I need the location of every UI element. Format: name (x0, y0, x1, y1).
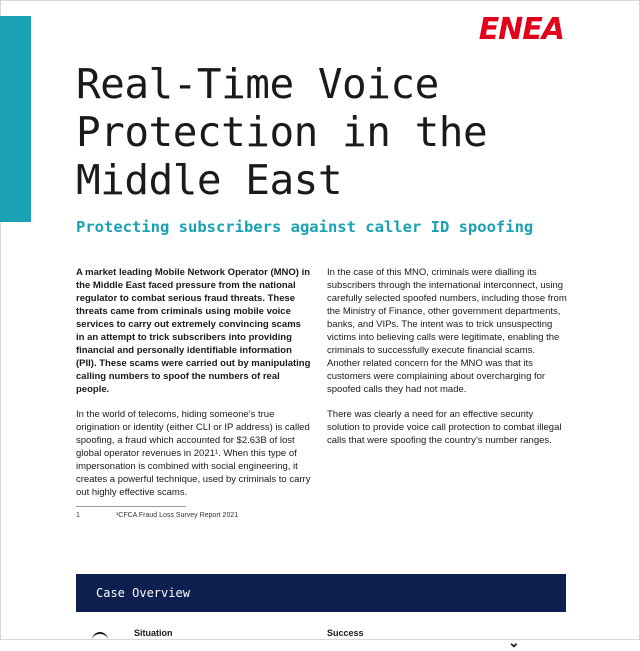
footnote-number: 1 (76, 512, 80, 519)
case-overview-banner (76, 574, 566, 612)
footnote-divider (76, 506, 186, 507)
body-paragraph: In the case of this MNO, criminals were dialling its subscribers through the international interconnect, using carefully selected spoofed numbers, including those from the Ministry of Finance, other government departments, banks, and VIPs. The intent was to trick unsuspecting victims into believing calls were legitimate, enabling the criminals to successfully execute financial scams. Another related concern for the MNO was that its customers were complaining about overcharging for spoofed calls they had not made. (327, 267, 567, 395)
accent-bar (0, 16, 31, 222)
situation-icon (92, 632, 108, 644)
body-column-right (327, 266, 567, 459)
footnote (76, 512, 238, 519)
body-column-left (76, 266, 311, 511)
body-paragraph: A market leading Mobile Network Operator (MNO) in the Middle East faced pressure from the national regulator to combat serious fraud threats. These threats came from criminals using mobile voice services to carry out extremely convincing scams in an attempt to trick subscribers into providing financial and personally identifiable information (PII). These scams were carried out by manipulating calling numbers to spoof the numbers of real people. (76, 267, 311, 395)
page-title: Real-Time Voice Protection in the Middle East (76, 60, 488, 204)
body-paragraph: There was clearly a need for an effective security solution to provide voice call protection to combat illegal calls that were spoofing the country’s number ranges. (327, 409, 562, 446)
footnote-text: ¹CFCA Fraud Loss Survey Report 2021 (115, 512, 239, 519)
situation-label: Situation (134, 628, 173, 638)
success-label: Success (327, 628, 364, 638)
enea-logo: ENEA (478, 12, 564, 47)
page-subtitle: Protecting subscribers against caller ID spoofing (76, 218, 534, 236)
body-paragraph: In the world of telecoms, hiding someone’s true origination or identity (either CLI or IP address) is called spoofing, a fraud which accounted for $2.63B of lost global operator revenues in 2021¹. When this type of impersonation is combined with social engineering, it creates a powerful technique, used by criminals to carry out highly effective scams. (76, 409, 311, 498)
case-overview-title: Case Overview (96, 586, 190, 600)
success-icon: ⌄ (508, 634, 520, 650)
